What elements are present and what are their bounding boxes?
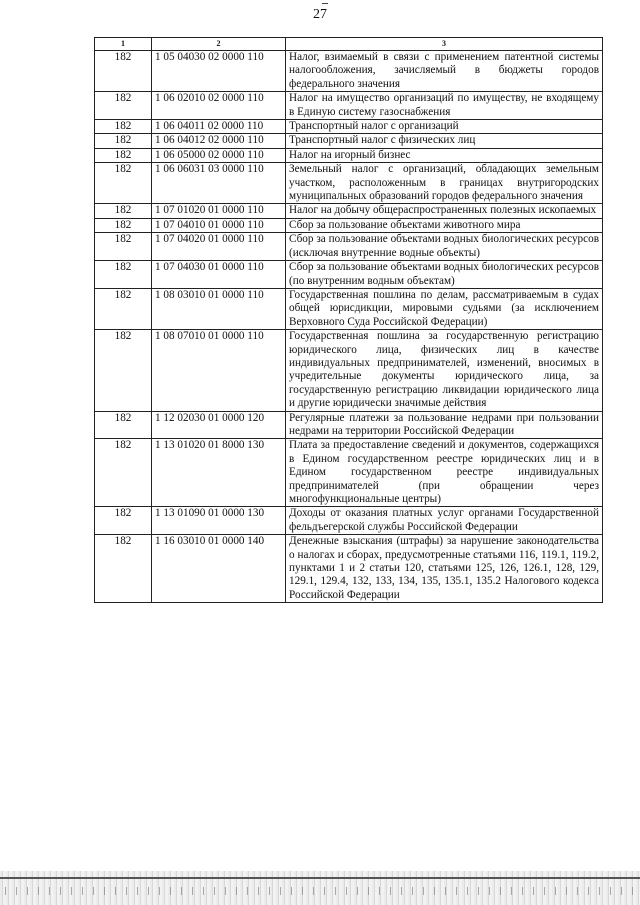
table-row — [95, 288, 603, 329]
admin-code-cell: 182 — [95, 163, 152, 204]
table-row — [95, 261, 603, 289]
admin-code-cell: 182 — [95, 218, 152, 232]
table-row — [95, 411, 603, 439]
table-body — [95, 51, 603, 603]
table-header-row — [95, 38, 603, 51]
scan-artifact-dots — [0, 887, 640, 895]
admin-code-cell: 182 — [95, 204, 152, 218]
table-row — [95, 204, 603, 218]
column-header: 2 — [152, 38, 286, 51]
table-row — [95, 120, 603, 134]
revenue-name-cell: Сбор за пользование объектами водных биологических ресурсов (по внутренним водным объектам) — [286, 261, 603, 289]
table-row — [95, 535, 603, 603]
revenue-name-cell: Денежные взыскания (штрафы) за нарушение законодательства о налогах и сборах, предусмотренные статьями 116, 119.1, 119.2, пунктами 1 и 2 статьи 120, статьями 125, 126, 126.1, 128, 129, 129.1, 129.4, 132, 133, 134, 135, 135.1, 135.2 Налогового кодекса Российской Федерации — [286, 535, 603, 603]
kbk-code-cell: 1 07 01020 01 0000 110 — [152, 204, 286, 218]
table-row — [95, 134, 603, 148]
table-row — [95, 218, 603, 232]
revenue-name-cell: Сбор за пользование объектами животного мира — [286, 218, 603, 232]
table-row — [95, 51, 603, 92]
kbk-code-cell: 1 07 04020 01 0000 110 — [152, 233, 286, 261]
revenue-name-cell: Транспортный налог с физических лиц — [286, 134, 603, 148]
revenue-name-cell: Сбор за пользование объектами водных биологических ресурсов (исключая внутренние водные объекты) — [286, 233, 603, 261]
admin-code-cell: 182 — [95, 134, 152, 148]
table-row — [95, 163, 603, 204]
column-header: 1 — [95, 38, 152, 51]
table-row — [95, 148, 603, 162]
admin-code-cell: 182 — [95, 411, 152, 439]
revenue-name-cell: Государственная пошлина за государственную регистрацию юридического лица, физических лиц в качестве индивидуальных предпринимателей, изменений, вносимых в учредительные документы юридического лица, за государственную регистрацию ликвидации юридического лица и другие юридически значимые действия — [286, 330, 603, 411]
table-row — [95, 507, 603, 535]
revenue-name-cell: Регулярные платежи за пользование недрами при пользовании недрами на территории Российской Федерации — [286, 411, 603, 439]
table-row — [95, 439, 603, 507]
revenue-name-cell: Государственная пошлина по делам, рассматриваемым в судах общей юрисдикции, мировыми судьями (за исключением Верховного Суда Российской Федерации) — [286, 288, 603, 329]
page-number: 27 — [313, 7, 327, 22]
kbk-code-cell: 1 13 01090 01 0000 130 — [152, 507, 286, 535]
revenue-name-cell: Плата за предоставление сведений и документов, содержащихся в Едином государственном реестре юридических лиц и в Едином государственном реестре индивидуальных предпринимателей (при обращении через многофункциональные центры) — [286, 439, 603, 507]
kbk-code-cell: 1 13 01020 01 8000 130 — [152, 439, 286, 507]
revenue-name-cell: Налог, взимаемый в связи с применением патентной системы налогообложения, зачисляемый в бюджеты городов федерального значения — [286, 51, 603, 92]
kbk-code-cell: 1 08 07010 01 0000 110 — [152, 330, 286, 411]
kbk-code-cell: 1 12 02030 01 0000 120 — [152, 411, 286, 439]
table-row — [95, 330, 603, 411]
kbk-code-cell: 1 06 06031 03 0000 110 — [152, 163, 286, 204]
scan-artifact-line — [0, 877, 640, 879]
admin-code-cell: 182 — [95, 261, 152, 289]
revenue-name-cell: Налог на имущество организаций по имуществу, не входящему в Единую систему газоснабжения — [286, 92, 603, 120]
revenue-name-cell: Налог на добычу общераспространенных полезных ископаемых — [286, 204, 603, 218]
admin-code-cell: 182 — [95, 330, 152, 411]
admin-code-cell: 182 — [95, 120, 152, 134]
revenue-name-cell: Транспортный налог с организаций — [286, 120, 603, 134]
table-row — [95, 233, 603, 261]
admin-code-cell: 182 — [95, 439, 152, 507]
kbk-code-cell: 1 06 05000 02 0000 110 — [152, 148, 286, 162]
admin-code-cell: 182 — [95, 535, 152, 603]
kbk-code-cell: 1 07 04010 01 0000 110 — [152, 218, 286, 232]
kbk-code-cell: 1 07 04030 01 0000 110 — [152, 261, 286, 289]
revenue-name-cell: Земельный налог с организаций, обладающих земельным участком, расположенным в границах внутригородских муниципальных образований городов федерального значения — [286, 163, 603, 204]
kbk-code-cell: 1 06 04011 02 0000 110 — [152, 120, 286, 134]
table-row — [95, 92, 603, 120]
column-header: 3 — [286, 38, 603, 51]
revenue-name-cell: Налог на игорный бизнес — [286, 148, 603, 162]
admin-code-cell: 182 — [95, 148, 152, 162]
scan-mark — [322, 3, 328, 4]
kbk-code-cell: 1 06 04012 02 0000 110 — [152, 134, 286, 148]
admin-code-cell: 182 — [95, 507, 152, 535]
admin-code-cell: 182 — [95, 92, 152, 120]
admin-code-cell: 182 — [95, 233, 152, 261]
revenue-classification-table — [94, 37, 603, 603]
kbk-code-cell: 1 05 04030 02 0000 110 — [152, 51, 286, 92]
admin-code-cell: 182 — [95, 51, 152, 92]
kbk-code-cell: 1 06 02010 02 0000 110 — [152, 92, 286, 120]
kbk-code-cell: 1 16 03010 01 0000 140 — [152, 535, 286, 603]
kbk-code-cell: 1 08 03010 01 0000 110 — [152, 288, 286, 329]
revenue-name-cell: Доходы от оказания платных услуг органами Государственной фельдъегерской службы Российской Федерации — [286, 507, 603, 535]
admin-code-cell: 182 — [95, 288, 152, 329]
